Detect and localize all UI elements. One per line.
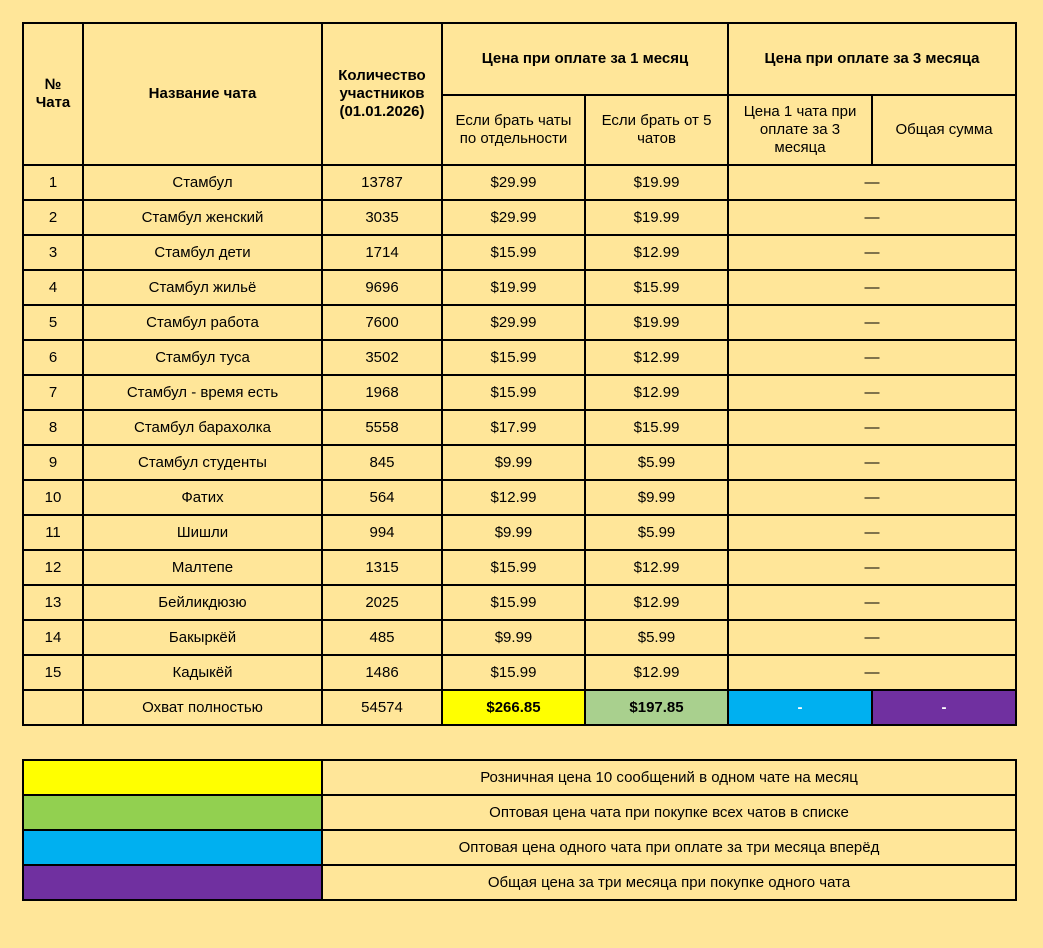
member-count: 564 — [322, 480, 442, 515]
price-bulk: $19.99 — [585, 305, 728, 340]
price-bulk: $12.99 — [585, 550, 728, 585]
price-3-months: — — [728, 270, 1016, 305]
price-3-months: — — [728, 480, 1016, 515]
table-row — [23, 200, 1016, 235]
table-row — [23, 270, 1016, 305]
price-bulk: $12.99 — [585, 655, 728, 690]
table-row — [23, 620, 1016, 655]
chat-name: Малтепе — [83, 550, 322, 585]
chat-number: 13 — [23, 585, 83, 620]
price-3-months: — — [728, 200, 1016, 235]
color-legend — [22, 759, 1017, 901]
total-label: Охват полностью — [83, 690, 322, 725]
chat-name: Бейликдюзю — [83, 585, 322, 620]
price-3-months: — — [728, 620, 1016, 655]
member-count: 994 — [322, 515, 442, 550]
price-bulk: $15.99 — [585, 270, 728, 305]
legend-swatch-blue — [23, 830, 322, 865]
table-row — [23, 410, 1016, 445]
price-bulk: $12.99 — [585, 340, 728, 375]
chat-number: 7 — [23, 375, 83, 410]
table-body — [23, 165, 1016, 690]
price-single: $15.99 — [442, 340, 585, 375]
price-3-months: — — [728, 305, 1016, 340]
member-count: 13787 — [322, 165, 442, 200]
chat-number: 10 — [23, 480, 83, 515]
price-bulk: $12.99 — [585, 375, 728, 410]
price-single: $9.99 — [442, 620, 585, 655]
table-row — [23, 340, 1016, 375]
member-count: 1714 — [322, 235, 442, 270]
price-single: $15.99 — [442, 375, 585, 410]
header-price-bulk: Если брать от 5 чатов — [585, 95, 728, 165]
price-single: $19.99 — [442, 270, 585, 305]
member-count: 485 — [322, 620, 442, 655]
member-count: 2025 — [322, 585, 442, 620]
legend-item — [23, 795, 1016, 830]
header-members: Количество участников (01.01.2026) — [322, 23, 442, 165]
price-single: $29.99 — [442, 305, 585, 340]
table-row — [23, 655, 1016, 690]
price-bulk: $5.99 — [585, 445, 728, 480]
total-members: 54574 — [322, 690, 442, 725]
price-bulk: $19.99 — [585, 200, 728, 235]
price-3-months: — — [728, 165, 1016, 200]
price-single: $15.99 — [442, 655, 585, 690]
legend-swatch-yellow — [23, 760, 322, 795]
legend-swatch-green — [23, 795, 322, 830]
price-3-months: — — [728, 515, 1016, 550]
price-3-months: — — [728, 410, 1016, 445]
chat-name: Стамбул - время есть — [83, 375, 322, 410]
price-3-months: — — [728, 585, 1016, 620]
legend-item — [23, 760, 1016, 795]
chat-number: 12 — [23, 550, 83, 585]
price-bulk: $15.99 — [585, 410, 728, 445]
chat-number: 4 — [23, 270, 83, 305]
price-single: $29.99 — [442, 200, 585, 235]
header-price-1-month: Цена при оплате за 1 месяц — [442, 23, 728, 95]
table-row — [23, 515, 1016, 550]
chat-name: Стамбул — [83, 165, 322, 200]
price-single: $9.99 — [442, 515, 585, 550]
price-3-months: — — [728, 655, 1016, 690]
member-count: 7600 — [322, 305, 442, 340]
header-chat-number: № Чата — [23, 23, 83, 165]
total-empty-cell — [23, 690, 83, 725]
chat-name: Стамбул барахолка — [83, 410, 322, 445]
table-row — [23, 445, 1016, 480]
price-single: $12.99 — [442, 480, 585, 515]
chat-number: 5 — [23, 305, 83, 340]
member-count: 5558 — [322, 410, 442, 445]
legend-text: Общая цена за три месяца при покупке одного чата — [322, 865, 1016, 900]
price-3-months: — — [728, 375, 1016, 410]
total-3m-total-price: - — [872, 690, 1016, 725]
chat-number: 1 — [23, 165, 83, 200]
table-row — [23, 585, 1016, 620]
member-count: 9696 — [322, 270, 442, 305]
header-price-3m-total: Общая сумма — [872, 95, 1016, 165]
header-price-3m-one: Цена 1 чата при оплате за 3 месяца — [728, 95, 872, 165]
table-row — [23, 480, 1016, 515]
price-bulk: $5.99 — [585, 620, 728, 655]
price-single: $15.99 — [442, 550, 585, 585]
header-price-3-months: Цена при оплате за 3 месяца — [728, 23, 1016, 95]
pricing-table — [22, 22, 1017, 726]
chat-number: 14 — [23, 620, 83, 655]
legend-text: Розничная цена 10 сообщений в одном чате на месяц — [322, 760, 1016, 795]
table-row — [23, 375, 1016, 410]
total-3m-one-price: - — [728, 690, 872, 725]
chat-name: Стамбул дети — [83, 235, 322, 270]
member-count: 3035 — [322, 200, 442, 235]
chat-name: Стамбул женский — [83, 200, 322, 235]
price-bulk: $12.99 — [585, 235, 728, 270]
member-count: 1486 — [322, 655, 442, 690]
price-single: $15.99 — [442, 585, 585, 620]
chat-number: 11 — [23, 515, 83, 550]
price-single: $29.99 — [442, 165, 585, 200]
table-row — [23, 305, 1016, 340]
member-count: 3502 — [322, 340, 442, 375]
legend-text: Оптовая цена одного чата при оплате за три месяца вперёд — [322, 830, 1016, 865]
table-row — [23, 550, 1016, 585]
chat-number: 15 — [23, 655, 83, 690]
chat-name: Стамбул студенты — [83, 445, 322, 480]
total-row — [23, 690, 1016, 725]
member-count: 1315 — [322, 550, 442, 585]
chat-name: Шишли — [83, 515, 322, 550]
price-3-months: — — [728, 445, 1016, 480]
chat-name: Фатих — [83, 480, 322, 515]
price-3-months: — — [728, 550, 1016, 585]
price-bulk: $5.99 — [585, 515, 728, 550]
chat-name: Кадыкёй — [83, 655, 322, 690]
table-row — [23, 165, 1016, 200]
legend-text: Оптовая цена чата при покупке всех чатов в списке — [322, 795, 1016, 830]
chat-name: Стамбул жильё — [83, 270, 322, 305]
legend-item — [23, 830, 1016, 865]
price-single: $17.99 — [442, 410, 585, 445]
chat-number: 9 — [23, 445, 83, 480]
table-row — [23, 235, 1016, 270]
price-single: $9.99 — [442, 445, 585, 480]
price-bulk: $9.99 — [585, 480, 728, 515]
chat-name: Стамбул туса — [83, 340, 322, 375]
total-bulk-price: $197.85 — [585, 690, 728, 725]
total-single-price: $266.85 — [442, 690, 585, 725]
price-bulk: $12.99 — [585, 585, 728, 620]
legend-swatch-purple — [23, 865, 322, 900]
chat-number: 8 — [23, 410, 83, 445]
price-single: $15.99 — [442, 235, 585, 270]
chat-number: 2 — [23, 200, 83, 235]
legend-item — [23, 865, 1016, 900]
chat-name: Стамбул работа — [83, 305, 322, 340]
header-chat-name: Название чата — [83, 23, 322, 165]
member-count: 845 — [322, 445, 442, 480]
member-count: 1968 — [322, 375, 442, 410]
chat-number: 6 — [23, 340, 83, 375]
chat-number: 3 — [23, 235, 83, 270]
price-3-months: — — [728, 235, 1016, 270]
price-bulk: $19.99 — [585, 165, 728, 200]
header-price-single: Если брать чаты по отдельности — [442, 95, 585, 165]
price-3-months: — — [728, 340, 1016, 375]
chat-name: Бакыркёй — [83, 620, 322, 655]
